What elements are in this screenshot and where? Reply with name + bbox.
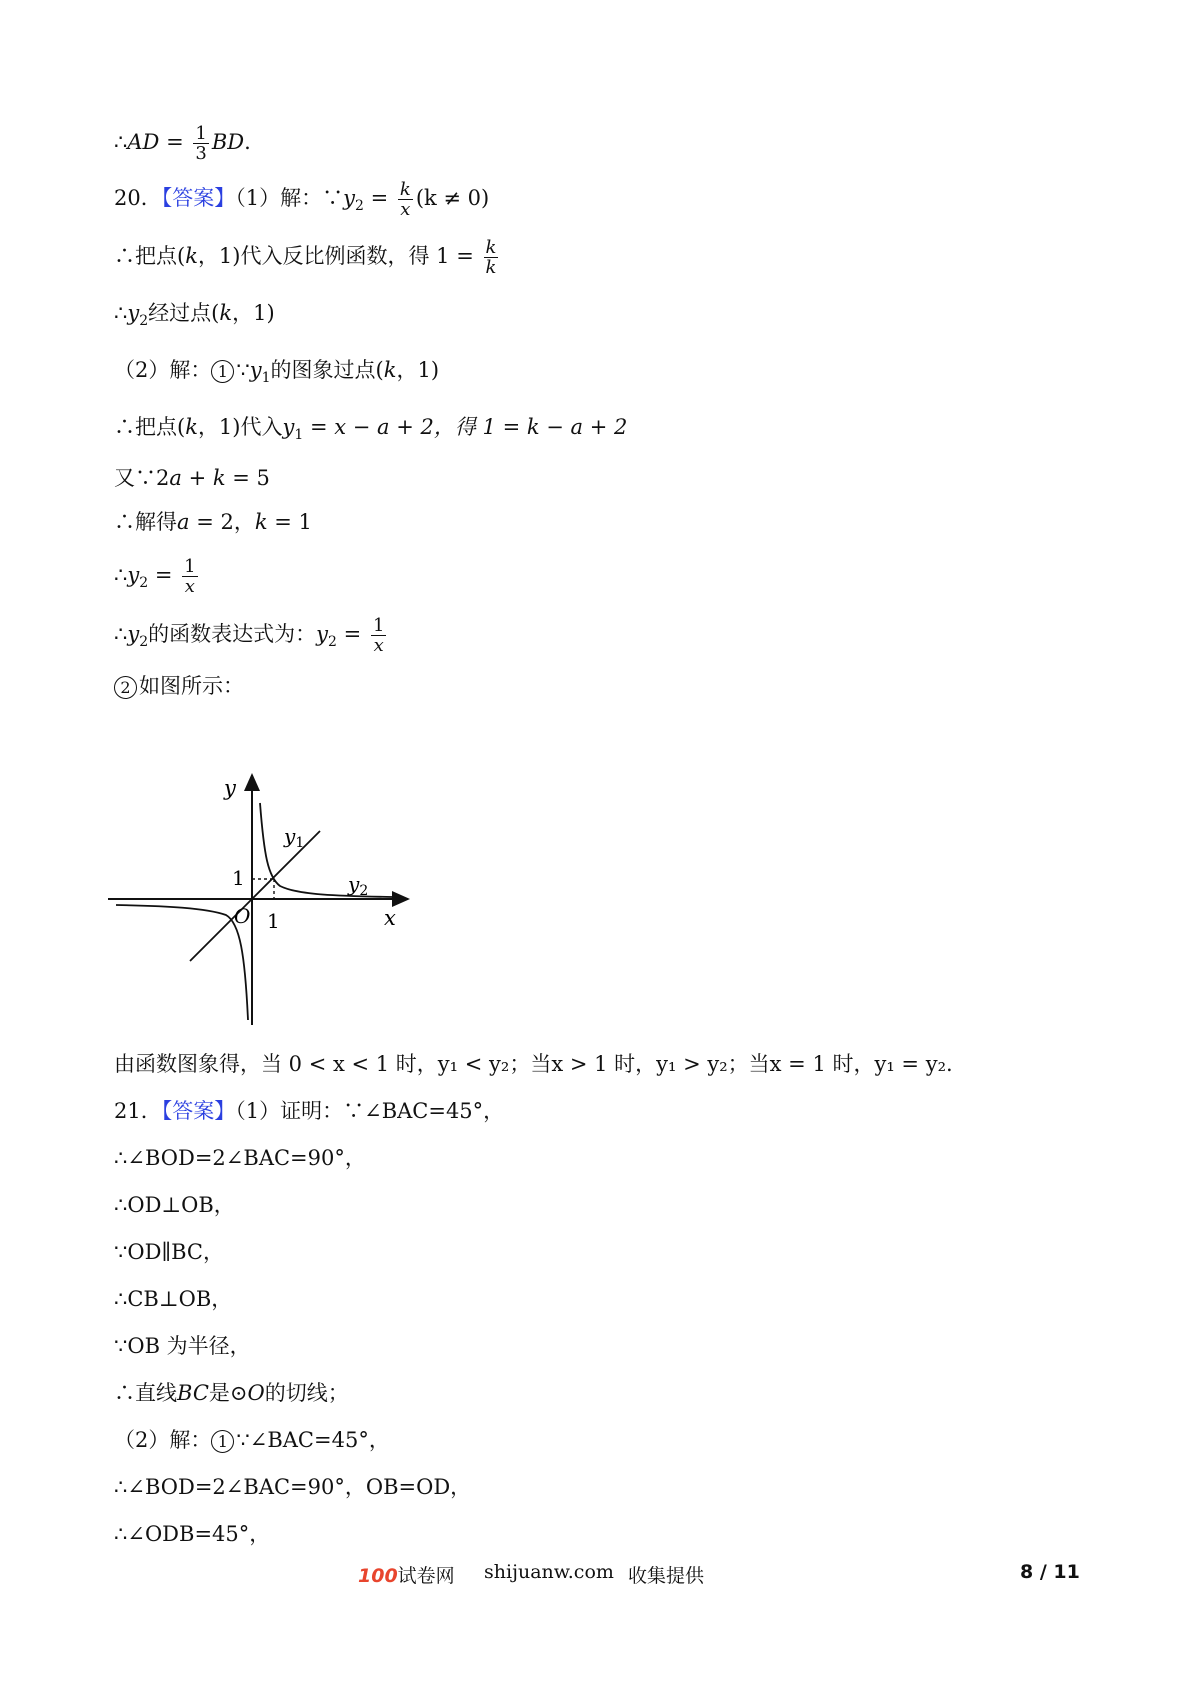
line-substitute-y1 bbox=[114, 412, 627, 450]
den: k bbox=[485, 257, 497, 278]
line-y2-passes bbox=[114, 298, 275, 336]
var-ad: AD bbox=[127, 130, 160, 154]
num: 1 bbox=[184, 556, 196, 577]
num: k bbox=[485, 237, 497, 258]
text: ，1) bbox=[396, 358, 440, 382]
footer-brand bbox=[358, 1561, 455, 1588]
logo-100: 100 bbox=[358, 1565, 398, 1587]
text: ∵∠BAC=45°， bbox=[236, 1428, 390, 1452]
var-bd: BD bbox=[211, 130, 245, 154]
line-condition bbox=[114, 463, 270, 493]
fraction-1-over-x bbox=[182, 557, 197, 596]
den: x bbox=[373, 635, 384, 656]
text: 的图象过点( bbox=[270, 358, 384, 382]
question-20-heading bbox=[114, 180, 489, 221]
var-o: O bbox=[247, 1381, 265, 1405]
den: 3 bbox=[195, 143, 207, 164]
var-y: y bbox=[127, 301, 140, 325]
var-k: k bbox=[185, 244, 198, 268]
proof-line: ∴CB⊥OB， bbox=[114, 1287, 233, 1311]
fraction-k-over-x bbox=[398, 180, 413, 219]
circled-number: 2 bbox=[114, 676, 137, 699]
num: 1 bbox=[195, 123, 207, 144]
function-graph bbox=[108, 765, 418, 1025]
text: = 1 bbox=[267, 510, 312, 534]
part-label: （2）解： bbox=[114, 1428, 212, 1452]
subscript: 2 bbox=[139, 634, 149, 651]
text: 是⊙ bbox=[208, 1381, 248, 1405]
fraction-k-over-k bbox=[484, 238, 499, 277]
label-y2: $y_2$ bbox=[348, 872, 369, 899]
text: 如图所示： bbox=[139, 674, 244, 698]
question-21-heading bbox=[114, 1096, 504, 1126]
line-substitute-point bbox=[114, 238, 501, 277]
text: 的函数表达式为： bbox=[148, 622, 317, 646]
text: ∴把点( bbox=[114, 415, 186, 439]
proof-line bbox=[114, 1425, 390, 1455]
plus: + bbox=[181, 466, 213, 490]
line-conclusion: 由函数图象得，当 0 < x < 1 时，y₁ < y₂；当x > 1 时，y₁ > y₂；当x = 1 时，y₁ = y₂. bbox=[114, 1052, 953, 1076]
eq: = bbox=[148, 563, 173, 587]
den: x bbox=[400, 199, 411, 220]
because: ∵ bbox=[236, 358, 250, 382]
proof-line: ∴∠ODB=45°， bbox=[114, 1522, 271, 1546]
part-label: （1）解：∵ bbox=[235, 186, 344, 210]
text: ∴直线 bbox=[114, 1381, 177, 1405]
circled-number: 1 bbox=[211, 1430, 234, 1453]
text: 的切线； bbox=[264, 1381, 349, 1405]
origin-label: O bbox=[234, 904, 251, 928]
answer-tag: 【答案】 bbox=[161, 186, 236, 210]
footer-provide: 收集提供 bbox=[628, 1565, 705, 1587]
equation: = x − a + 2，得 1 = k − a + 2 bbox=[303, 415, 628, 439]
x-axis-label: x bbox=[384, 906, 396, 930]
var-y: y bbox=[282, 415, 295, 439]
circled-number: 1 bbox=[211, 360, 234, 383]
var-y: y bbox=[249, 358, 262, 382]
var-k: k bbox=[254, 510, 268, 534]
text: ，1) bbox=[232, 301, 275, 325]
therefore: ∴ bbox=[114, 622, 128, 646]
var-y: y bbox=[127, 622, 140, 646]
text: = 2， bbox=[189, 510, 255, 534]
eq: = bbox=[370, 186, 389, 210]
tick-x-1: 1 bbox=[267, 909, 280, 933]
text: ∴解得 bbox=[114, 510, 177, 534]
num: k bbox=[399, 179, 411, 200]
num: 1 bbox=[372, 615, 385, 636]
line-ad-bd bbox=[114, 124, 251, 163]
proof-line: ∴OD⊥OB， bbox=[114, 1193, 235, 1217]
line-y2-value bbox=[114, 557, 201, 598]
var-k: k bbox=[219, 301, 233, 325]
text: （1）证明：∵∠BAC=45°， bbox=[235, 1099, 505, 1123]
subscript: 2 bbox=[328, 634, 337, 651]
subscript: 1 bbox=[261, 370, 271, 387]
question-number: 20． bbox=[114, 186, 162, 210]
subscript: 2 bbox=[139, 313, 149, 330]
y-axis-label: y bbox=[224, 776, 236, 800]
period: . bbox=[244, 130, 251, 154]
var-y: y bbox=[316, 622, 329, 646]
subscript: 2 bbox=[354, 198, 364, 215]
condition: (k ≠ 0) bbox=[415, 186, 490, 210]
line-y2-expression bbox=[114, 616, 389, 657]
text: 经过点( bbox=[148, 301, 220, 325]
therefore: ∴ bbox=[114, 301, 128, 325]
proof-line bbox=[114, 1378, 349, 1408]
text: = 5 bbox=[225, 466, 270, 490]
page-number: 8 / 11 bbox=[1020, 1561, 1080, 1583]
text: ∴把点( bbox=[114, 244, 186, 268]
question-number: 21． bbox=[114, 1099, 162, 1123]
var-bc: BC bbox=[177, 1381, 209, 1405]
subscript: 2 bbox=[139, 575, 149, 592]
footer-site-url[interactable]: shijuanw.com bbox=[484, 1561, 614, 1583]
line-solve bbox=[114, 507, 312, 537]
eq: = bbox=[336, 622, 362, 646]
part-label: （2）解： bbox=[114, 358, 212, 382]
fraction-1-over-x bbox=[371, 616, 386, 655]
den: x bbox=[184, 576, 195, 597]
proof-line: ∵OD∥BC， bbox=[114, 1240, 225, 1264]
subscript: 1 bbox=[294, 427, 304, 444]
text: ，1)代入 bbox=[197, 415, 283, 439]
answer-tag: 【答案】 bbox=[161, 1099, 236, 1123]
label-y1: $y_1$ bbox=[284, 824, 305, 851]
var-y: y bbox=[343, 186, 355, 210]
line-figure-caption bbox=[114, 671, 244, 701]
var-k: k bbox=[383, 358, 397, 382]
therefore: ∴ bbox=[114, 130, 128, 154]
var-a: a bbox=[169, 466, 182, 490]
line-part-2 bbox=[114, 355, 439, 393]
proof-line: ∴∠BOD=2∠BAC=90°，OB=OD， bbox=[114, 1475, 472, 1499]
var-y: y bbox=[127, 563, 140, 587]
tick-y-1: 1 bbox=[232, 866, 245, 890]
text: ，1)代入反比例函数，得 1 = bbox=[197, 244, 474, 268]
site-name: 试卷网 bbox=[397, 1565, 455, 1587]
fraction-one-third bbox=[193, 124, 208, 163]
proof-line: ∴∠BOD=2∠BAC=90°， bbox=[114, 1146, 366, 1170]
proof-line: ∵OB 为半径， bbox=[114, 1334, 251, 1358]
text: 又∵2 bbox=[114, 466, 170, 490]
hyperbola-branch-1 bbox=[260, 803, 392, 897]
var-a: a bbox=[177, 510, 190, 534]
var-k: k bbox=[185, 415, 198, 439]
therefore: ∴ bbox=[114, 563, 128, 587]
eq: = bbox=[166, 130, 184, 154]
var-k: k bbox=[212, 466, 226, 490]
